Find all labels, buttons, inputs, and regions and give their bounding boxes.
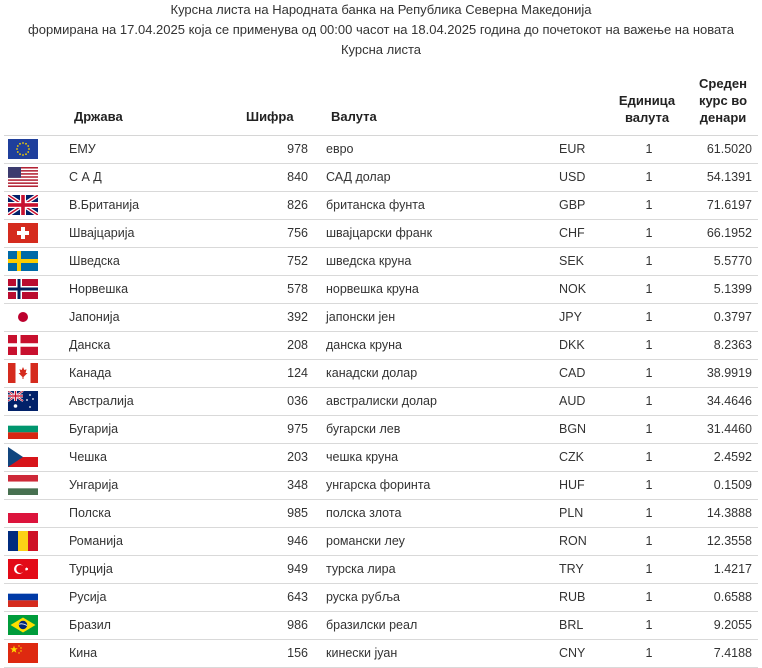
currency-name-cell: швајцарски франк <box>326 226 433 240</box>
code-cell: 752 <box>287 254 308 268</box>
au-flag-icon <box>8 391 38 411</box>
rate-cell: 38.9919 <box>706 366 752 380</box>
table-row <box>4 584 758 612</box>
bg-flag-icon <box>8 419 38 439</box>
code-cell: 156 <box>287 646 308 660</box>
code-cell: 643 <box>287 590 308 604</box>
col-header-unit-l2: валута <box>624 110 670 125</box>
code-cell: 208 <box>287 338 308 352</box>
rate-cell: 1.4217 <box>713 562 752 576</box>
iso-code-cell: EUR <box>559 142 586 156</box>
iso-code-cell: JPY <box>559 310 582 324</box>
table-row <box>4 612 758 640</box>
country-cell: Русија <box>69 590 107 604</box>
header-title: Курсна листа на Народната банка на Република Северна Македонија <box>170 2 592 17</box>
ro-flag-icon <box>8 531 38 551</box>
currency-name-cell: австралиски долар <box>326 394 437 408</box>
country-cell: Бразил <box>69 618 111 632</box>
iso-code-cell: AUD <box>559 394 586 408</box>
col-header-rate-l1: Среден <box>699 76 747 91</box>
country-cell: Јапонија <box>69 310 120 324</box>
country-cell: Чешка <box>69 450 108 464</box>
col-header-rate <box>688 75 758 126</box>
unit-cell: 1 <box>645 590 653 604</box>
col-header-code: Шифра <box>246 109 294 124</box>
table-row <box>4 472 758 500</box>
rate-cell: 31.4460 <box>706 422 752 436</box>
unit-cell: 1 <box>645 506 653 520</box>
currency-name-cell: романски леу <box>326 534 405 548</box>
table-row <box>4 360 758 388</box>
iso-code-cell: HUF <box>559 478 585 492</box>
unit-cell: 1 <box>645 618 653 632</box>
iso-code-cell: NOK <box>559 282 587 296</box>
currency-name-cell: руска рубља <box>326 590 400 604</box>
unit-cell: 1 <box>645 254 653 268</box>
unit-cell: 1 <box>645 366 653 380</box>
br-flag-icon <box>8 615 38 635</box>
code-cell: 975 <box>287 422 308 436</box>
country-cell: Унгарија <box>69 478 119 492</box>
country-cell: С А Д <box>69 170 102 184</box>
iso-code-cell: USD <box>559 170 586 184</box>
rate-cell: 0.1509 <box>713 478 752 492</box>
table-row <box>4 220 758 248</box>
code-cell: 392 <box>287 310 308 324</box>
unit-cell: 1 <box>645 478 653 492</box>
currency-name-cell: унгарска форинта <box>326 478 431 492</box>
code-cell: 985 <box>287 506 308 520</box>
tr-flag-icon <box>8 559 38 579</box>
table-row <box>4 556 758 584</box>
currency-name-cell: британска фунта <box>326 198 425 212</box>
code-cell: 986 <box>287 618 308 632</box>
country-cell: Турција <box>69 562 113 576</box>
currency-name-cell: данска круна <box>326 338 402 352</box>
iso-code-cell: TRY <box>559 562 584 576</box>
no-flag-icon <box>8 279 38 299</box>
unit-cell: 1 <box>645 646 653 660</box>
unit-cell: 1 <box>645 198 653 212</box>
se-flag-icon <box>8 251 38 271</box>
unit-cell: 1 <box>645 310 653 324</box>
table-row <box>4 304 758 332</box>
country-cell: Романија <box>69 534 123 548</box>
rate-cell: 8.2363 <box>713 338 752 352</box>
iso-code-cell: BRL <box>559 618 584 632</box>
rate-cell: 61.5020 <box>706 142 752 156</box>
us-flag-icon <box>8 167 38 187</box>
code-cell: 840 <box>287 170 308 184</box>
rate-cell: 66.1952 <box>706 226 752 240</box>
currency-name-cell: шведска круна <box>326 254 412 268</box>
code-cell: 826 <box>287 198 308 212</box>
rate-cell: 54.1391 <box>706 170 752 184</box>
rate-cell: 0.6588 <box>713 590 752 604</box>
table-row <box>4 136 758 164</box>
country-cell: В.Британија <box>69 198 140 212</box>
country-cell: Норвешка <box>69 282 129 296</box>
currency-name-cell: канадски долар <box>326 366 418 380</box>
country-cell: Полска <box>69 506 111 520</box>
jp-flag-icon <box>8 307 38 327</box>
rate-cell: 71.6197 <box>706 198 752 212</box>
currency-name-cell: бразилски реал <box>326 618 418 632</box>
country-cell: Австралија <box>69 394 134 408</box>
unit-cell: 1 <box>645 338 653 352</box>
iso-code-cell: BGN <box>559 422 587 436</box>
unit-cell: 1 <box>645 562 653 576</box>
rate-cell: 5.1399 <box>713 282 752 296</box>
pl-flag-icon <box>8 503 38 523</box>
currency-name-cell: САД долар <box>326 170 391 184</box>
header-subtitle-cont: Курсна листа <box>340 42 422 57</box>
currency-name-cell: полска злота <box>326 506 402 520</box>
unit-cell: 1 <box>645 394 653 408</box>
iso-code-cell: SEK <box>559 254 585 268</box>
country-cell: Швајцарија <box>69 226 135 240</box>
col-header-country: Држава <box>74 109 123 124</box>
iso-code-cell: PLN <box>559 506 584 520</box>
cn-flag-icon <box>8 643 38 663</box>
gb-flag-icon <box>8 195 38 215</box>
unit-cell: 1 <box>645 534 653 548</box>
code-cell: 036 <box>287 394 308 408</box>
col-header-unit <box>612 92 682 126</box>
table-row <box>4 248 758 276</box>
currency-name-cell: евро <box>326 142 354 156</box>
code-cell: 949 <box>287 562 308 576</box>
iso-code-cell: DKK <box>559 338 585 352</box>
table-row <box>4 388 758 416</box>
country-cell: Кина <box>69 646 98 660</box>
currency-name-cell: турска лира <box>326 562 396 576</box>
table-row <box>4 500 758 528</box>
currency-name-cell: кинески јуан <box>326 646 398 660</box>
currency-name-cell: чешка круна <box>326 450 399 464</box>
unit-cell: 1 <box>645 282 653 296</box>
currency-name-cell: норвешка круна <box>326 282 419 296</box>
currency-name-cell: јапонски јен <box>326 310 396 324</box>
table-row <box>4 444 758 472</box>
rate-cell: 5.5770 <box>713 254 752 268</box>
rate-cell: 2.4592 <box>713 450 752 464</box>
rate-cell: 7.4188 <box>713 646 752 660</box>
iso-code-cell: RUB <box>559 590 586 604</box>
currency-name-cell: бугарски лев <box>326 422 401 436</box>
table-row <box>4 528 758 556</box>
code-cell: 203 <box>287 450 308 464</box>
ch-flag-icon <box>8 223 38 243</box>
header-subtitle: формирана на 17.04.2025 која се применува од 00:00 часот на 18.04.2025 година до почетокот на важење на новата <box>28 22 734 37</box>
rate-cell: 14.3888 <box>706 506 752 520</box>
col-header-unit-l1: Единица <box>618 93 676 108</box>
rate-cell: 9.2055 <box>713 618 752 632</box>
ca-flag-icon <box>8 363 38 383</box>
unit-cell: 1 <box>645 450 653 464</box>
unit-cell: 1 <box>645 226 653 240</box>
iso-code-cell: CZK <box>559 450 584 464</box>
rates-table <box>4 136 758 668</box>
table-row <box>4 416 758 444</box>
country-cell: Канада <box>69 366 112 380</box>
country-cell: Бугарија <box>69 422 119 436</box>
code-cell: 978 <box>287 142 308 156</box>
rate-cell: 0.3797 <box>713 310 752 324</box>
code-cell: 578 <box>287 282 308 296</box>
code-cell: 124 <box>287 366 308 380</box>
country-cell: Шведска <box>69 254 120 268</box>
table-row <box>4 164 758 192</box>
iso-code-cell: CNY <box>559 646 586 660</box>
hu-flag-icon <box>8 475 38 495</box>
table-row <box>4 332 758 360</box>
iso-code-cell: RON <box>559 534 587 548</box>
page-header <box>0 0 762 60</box>
iso-code-cell: CAD <box>559 366 586 380</box>
unit-cell: 1 <box>645 422 653 436</box>
iso-code-cell: GBP <box>559 198 586 212</box>
eu-flag-icon <box>8 139 38 159</box>
rate-cell: 12.3558 <box>706 534 752 548</box>
code-cell: 348 <box>287 478 308 492</box>
cz-flag-icon <box>8 447 38 467</box>
rate-cell: 34.4646 <box>706 394 752 408</box>
country-cell: Данска <box>69 338 111 352</box>
table-row <box>4 192 758 220</box>
unit-cell: 1 <box>645 142 653 156</box>
col-header-currency: Валута <box>331 109 377 124</box>
col-header-rate-l3: денари <box>699 110 747 125</box>
code-cell: 946 <box>287 534 308 548</box>
unit-cell: 1 <box>645 170 653 184</box>
iso-code-cell: CHF <box>559 226 585 240</box>
ru-flag-icon <box>8 587 38 607</box>
country-cell: ЕМУ <box>69 142 96 156</box>
col-header-rate-l2: курс во <box>698 93 748 108</box>
dk-flag-icon <box>8 335 38 355</box>
table-row <box>4 640 758 668</box>
table-row <box>4 276 758 304</box>
code-cell: 756 <box>287 226 308 240</box>
